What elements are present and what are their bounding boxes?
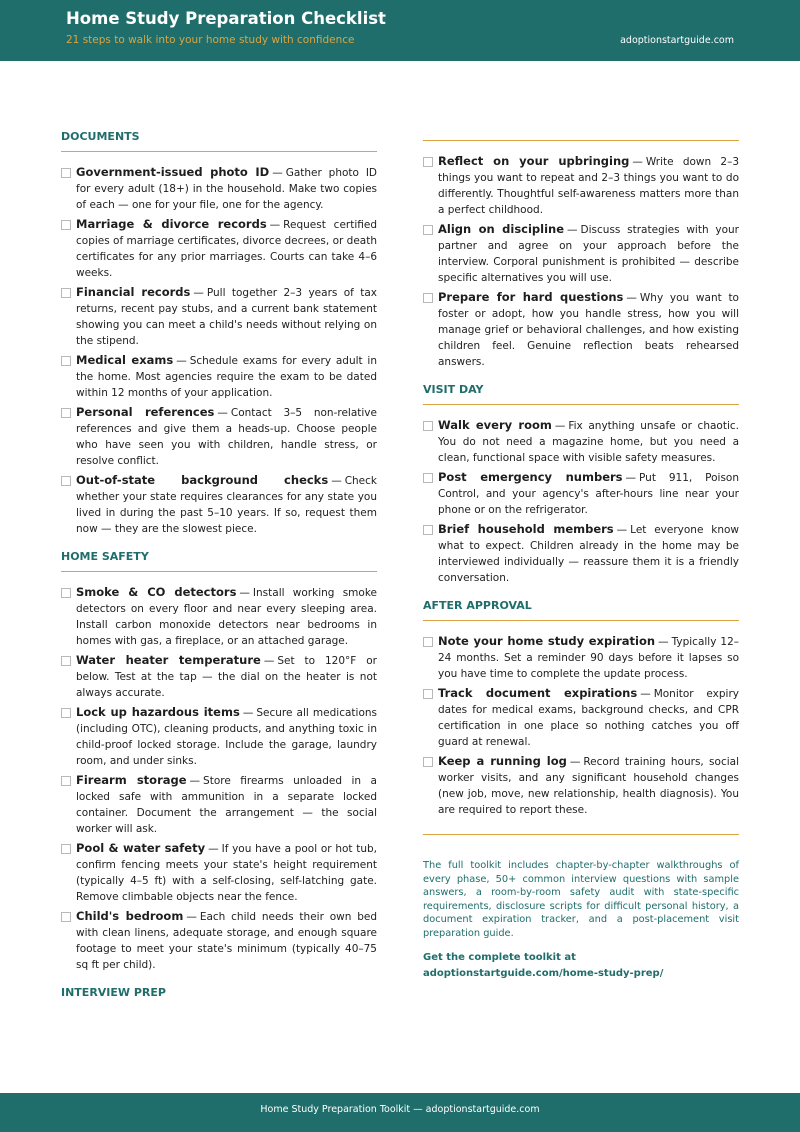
item-description: Set to 120°F or below. Test at the tap — the dial on the heater is not always accurate.: [76, 655, 377, 699]
checklist-item: [61, 352, 377, 401]
site-link[interactable]: adoptionstartguide.com: [620, 35, 734, 46]
checkbox[interactable]: [61, 912, 71, 922]
item-title: Post emergency numbers: [438, 470, 623, 484]
footer-text: Home Study Preparation Toolkit — adoptionstartguide.com: [260, 1104, 540, 1115]
checkbox[interactable]: [61, 776, 71, 786]
left-column: [61, 120, 377, 1007]
dash-separator: —: [625, 472, 637, 484]
dash-separator: —: [616, 524, 628, 536]
dash-separator: —: [658, 636, 669, 648]
checklist-item: [61, 908, 377, 973]
section-title-after-approval: AFTER APPROVAL: [423, 599, 532, 612]
item-description: Put 911, Poison Control, and your agency's after-hours line near your phone or on the refrigerator.: [438, 472, 740, 516]
dash-separator: —: [626, 292, 637, 304]
checklist-item: [423, 521, 739, 586]
right-sections: [423, 140, 739, 818]
item-title: Note your home study expiration: [438, 634, 656, 648]
item-title: Track document expirations: [438, 686, 638, 700]
checklist-item: [423, 221, 739, 286]
checklist-item: [423, 417, 739, 466]
checkbox[interactable]: [423, 525, 433, 535]
item-description: Check whether your state requires clearances for any state you lived in during the past 5–10 years. If so, request them now — they are the slowest piece.: [76, 475, 377, 535]
checkbox[interactable]: [423, 421, 433, 431]
item-title: Financial records: [76, 285, 191, 299]
checkbox[interactable]: [61, 288, 71, 298]
checklist-item: [423, 753, 739, 818]
item-title: Reflect on your upbringing: [438, 154, 630, 168]
dash-separator: —: [269, 219, 281, 231]
checklist-item: [61, 652, 377, 701]
checklist-item: [61, 404, 377, 469]
promo-divider: [423, 834, 739, 835]
checkbox[interactable]: [61, 844, 71, 854]
dash-separator: —: [193, 287, 204, 299]
checkbox[interactable]: [61, 408, 71, 418]
item-title: Out-of-state background checks: [76, 473, 329, 487]
dash-separator: —: [208, 843, 219, 855]
item-title: Child's bedroom: [76, 909, 184, 923]
item-description: Each child needs their own bed with clean linens, adequate storage, and enough square footage to meet your state's minimum (typically 40–75 sq ft per child).: [76, 911, 377, 971]
item-description: If you have a pool or hot tub, confirm fencing meets your state's height requirement (typically 4–5 ft) with a self-closing, self-latching gate. Remove climbable objects near the fence.: [76, 843, 377, 903]
checkbox[interactable]: [61, 656, 71, 666]
item-title: Firearm storage: [76, 773, 187, 787]
item-title: Medical exams: [76, 353, 174, 367]
item-description: Monitor expiry dates for medical exams, background checks, and CPR certification in one place so nothing catches you off guard at renewal.: [438, 688, 739, 748]
checkbox[interactable]: [61, 356, 71, 366]
item-description: Request certified copies of marriage certificates, divorce decrees, or death certificates for any prior marriages. Courts can take 4–6 weeks.: [76, 219, 377, 279]
checkbox[interactable]: [61, 476, 71, 486]
item-description: Gather photo ID for every adult (18+) in the household. Make two copies of each — one for your file, one for the agency.: [76, 167, 377, 211]
checkbox[interactable]: [423, 225, 433, 235]
item-title: Personal references: [76, 405, 215, 419]
section-divider: [423, 404, 739, 405]
checklist-item: [61, 704, 377, 769]
item-description: Discuss strategies with your partner and agree on your approach before the interview. Corporal punishment is prohibited — describe specific alternatives you will use.: [438, 224, 740, 284]
section-divider: [61, 571, 377, 572]
item-description: Fix anything unsafe or chaotic. You do not need a magazine home, but you need a clean, functional space with visible safety measures.: [438, 420, 739, 464]
checklist-item: [61, 164, 377, 213]
item-title: Marriage & divorce records: [76, 217, 267, 231]
item-title: Prepare for hard questions: [438, 290, 624, 304]
item-title: Lock up hazardous items: [76, 705, 240, 719]
section-title-visit-day: VISIT DAY: [423, 383, 484, 396]
item-title: Keep a running log: [438, 754, 567, 768]
checkbox[interactable]: [423, 473, 433, 483]
item-title: Government-issued photo ID: [76, 165, 270, 179]
checkbox[interactable]: [61, 708, 71, 718]
item-description: Record training hours, social worker visits, and any significant household changes (new job, move, new relationship, health diagnosis). You are required to report these.: [438, 756, 739, 816]
cta-heading: Get the complete toolkit at: [423, 952, 576, 963]
checkbox[interactable]: [423, 689, 433, 699]
item-description: Write down 2–3 things you want to repeat and 2–3 things you want to do differently. Thoughtful self-awareness matters more than a perfect childhood.: [438, 156, 739, 216]
dash-separator: —: [263, 655, 275, 667]
item-description: Contact 3–5 non-relative references and give them a heads-up. Choose people who have seen you with children, handle stress, or resolve conflict.: [76, 407, 377, 467]
checklist-item: [61, 284, 377, 349]
dash-separator: —: [640, 688, 651, 700]
item-title: Align on discipline: [438, 222, 565, 236]
dash-separator: —: [569, 756, 581, 768]
item-title: Brief household members: [438, 522, 614, 536]
item-title: Smoke & CO detectors: [76, 585, 237, 599]
dash-separator: —: [217, 407, 228, 419]
checkbox[interactable]: [61, 588, 71, 598]
item-description: Schedule exams for every adult in the home. Most agencies require the exam to be dated within 12 months of your application.: [76, 355, 377, 399]
item-description: Pull together 2–3 years of tax returns, recent pay stubs, and a current bank statement showing you can meet a child's needs without relying on the stipend.: [76, 287, 377, 347]
checkbox[interactable]: [423, 757, 433, 767]
checklist-item: [423, 633, 739, 682]
item-title: Water heater temperature: [76, 653, 261, 667]
page-title: Home Study Preparation Checklist: [66, 9, 386, 28]
item-description: Let everyone know what to expect. Children already in the home may be interviewed individually — reassure them it is a friendly conversation.: [438, 524, 739, 584]
checklist-item: [61, 216, 377, 281]
checklist-item: [61, 472, 377, 537]
checklist-item: [423, 153, 739, 218]
dash-separator: —: [242, 707, 254, 719]
checkbox[interactable]: [423, 293, 433, 303]
dash-separator: —: [189, 775, 201, 787]
footer-bar: [0, 1093, 800, 1132]
item-description: Why you want to foster or adopt, how you handle stress, how you will manage grief or behavioral challenges, and how existing children feel. Genuine reflection beats rehearsed answers.: [438, 292, 739, 368]
section-title-documents: DOCUMENTS: [61, 130, 140, 143]
cta-link[interactable]: adoptionstartguide.com/home-study-prep/: [423, 967, 664, 979]
checklist-item: [423, 469, 739, 518]
checklist-item: [61, 772, 377, 837]
page-subtitle: 21 steps to walk into your home study with confidence: [66, 34, 355, 46]
checklist-item: [423, 685, 739, 750]
dash-separator: —: [186, 911, 197, 923]
item-description: Store firearms unloaded in a locked safe with ammunition in a separate locked container. Document the arrangement — the social worker will ask.: [76, 775, 377, 835]
dash-separator: —: [272, 167, 283, 179]
dash-separator: —: [554, 420, 566, 432]
promo-text: The full toolkit includes chapter-by-chapter walkthroughs of every phase, 50+ common interview questions with sample answers, a room-by-room safety audit with state-specific requirements, disclosure scripts for difficult personal history, a document expiration tracker, and a post-placement visit preparation guide.: [423, 860, 739, 939]
section-divider: [423, 620, 739, 621]
checklist-item: [423, 289, 739, 370]
item-title: Walk every room: [438, 418, 552, 432]
item-description: Typically 12–24 months. Set a reminder 90 days before it lapses so you have time to complete the update process.: [438, 636, 740, 680]
checkbox[interactable]: [61, 220, 71, 230]
item-description: Secure all medications (including OTC), cleaning products, and anything toxic in child-proof locked storage. Include the garage, laundry room, and under sinks.: [76, 707, 377, 767]
item-description: Install working smoke detectors on every floor and near every sleeping area. Install carbon monoxide detectors near bedrooms in homes with gas, a fireplace, or an attached garage.: [76, 587, 378, 647]
header-banner: [0, 0, 800, 61]
section-title-interview-prep: INTERVIEW PREP: [61, 986, 166, 999]
dash-separator: —: [331, 475, 342, 487]
checkbox[interactable]: [423, 157, 433, 167]
dash-separator: —: [632, 156, 643, 168]
checkbox[interactable]: [61, 168, 71, 178]
item-title: Pool & water safety: [76, 841, 206, 855]
section-title-home-safety: HOME SAFETY: [61, 550, 149, 563]
section-divider: [61, 151, 377, 152]
checklist-item: [61, 840, 377, 905]
dash-separator: —: [567, 224, 578, 236]
right-column: [423, 140, 739, 981]
dash-separator: —: [176, 355, 187, 367]
checkbox[interactable]: [423, 637, 433, 647]
dash-separator: —: [239, 587, 250, 599]
section-divider: [423, 140, 739, 141]
checklist-item: [61, 584, 377, 649]
